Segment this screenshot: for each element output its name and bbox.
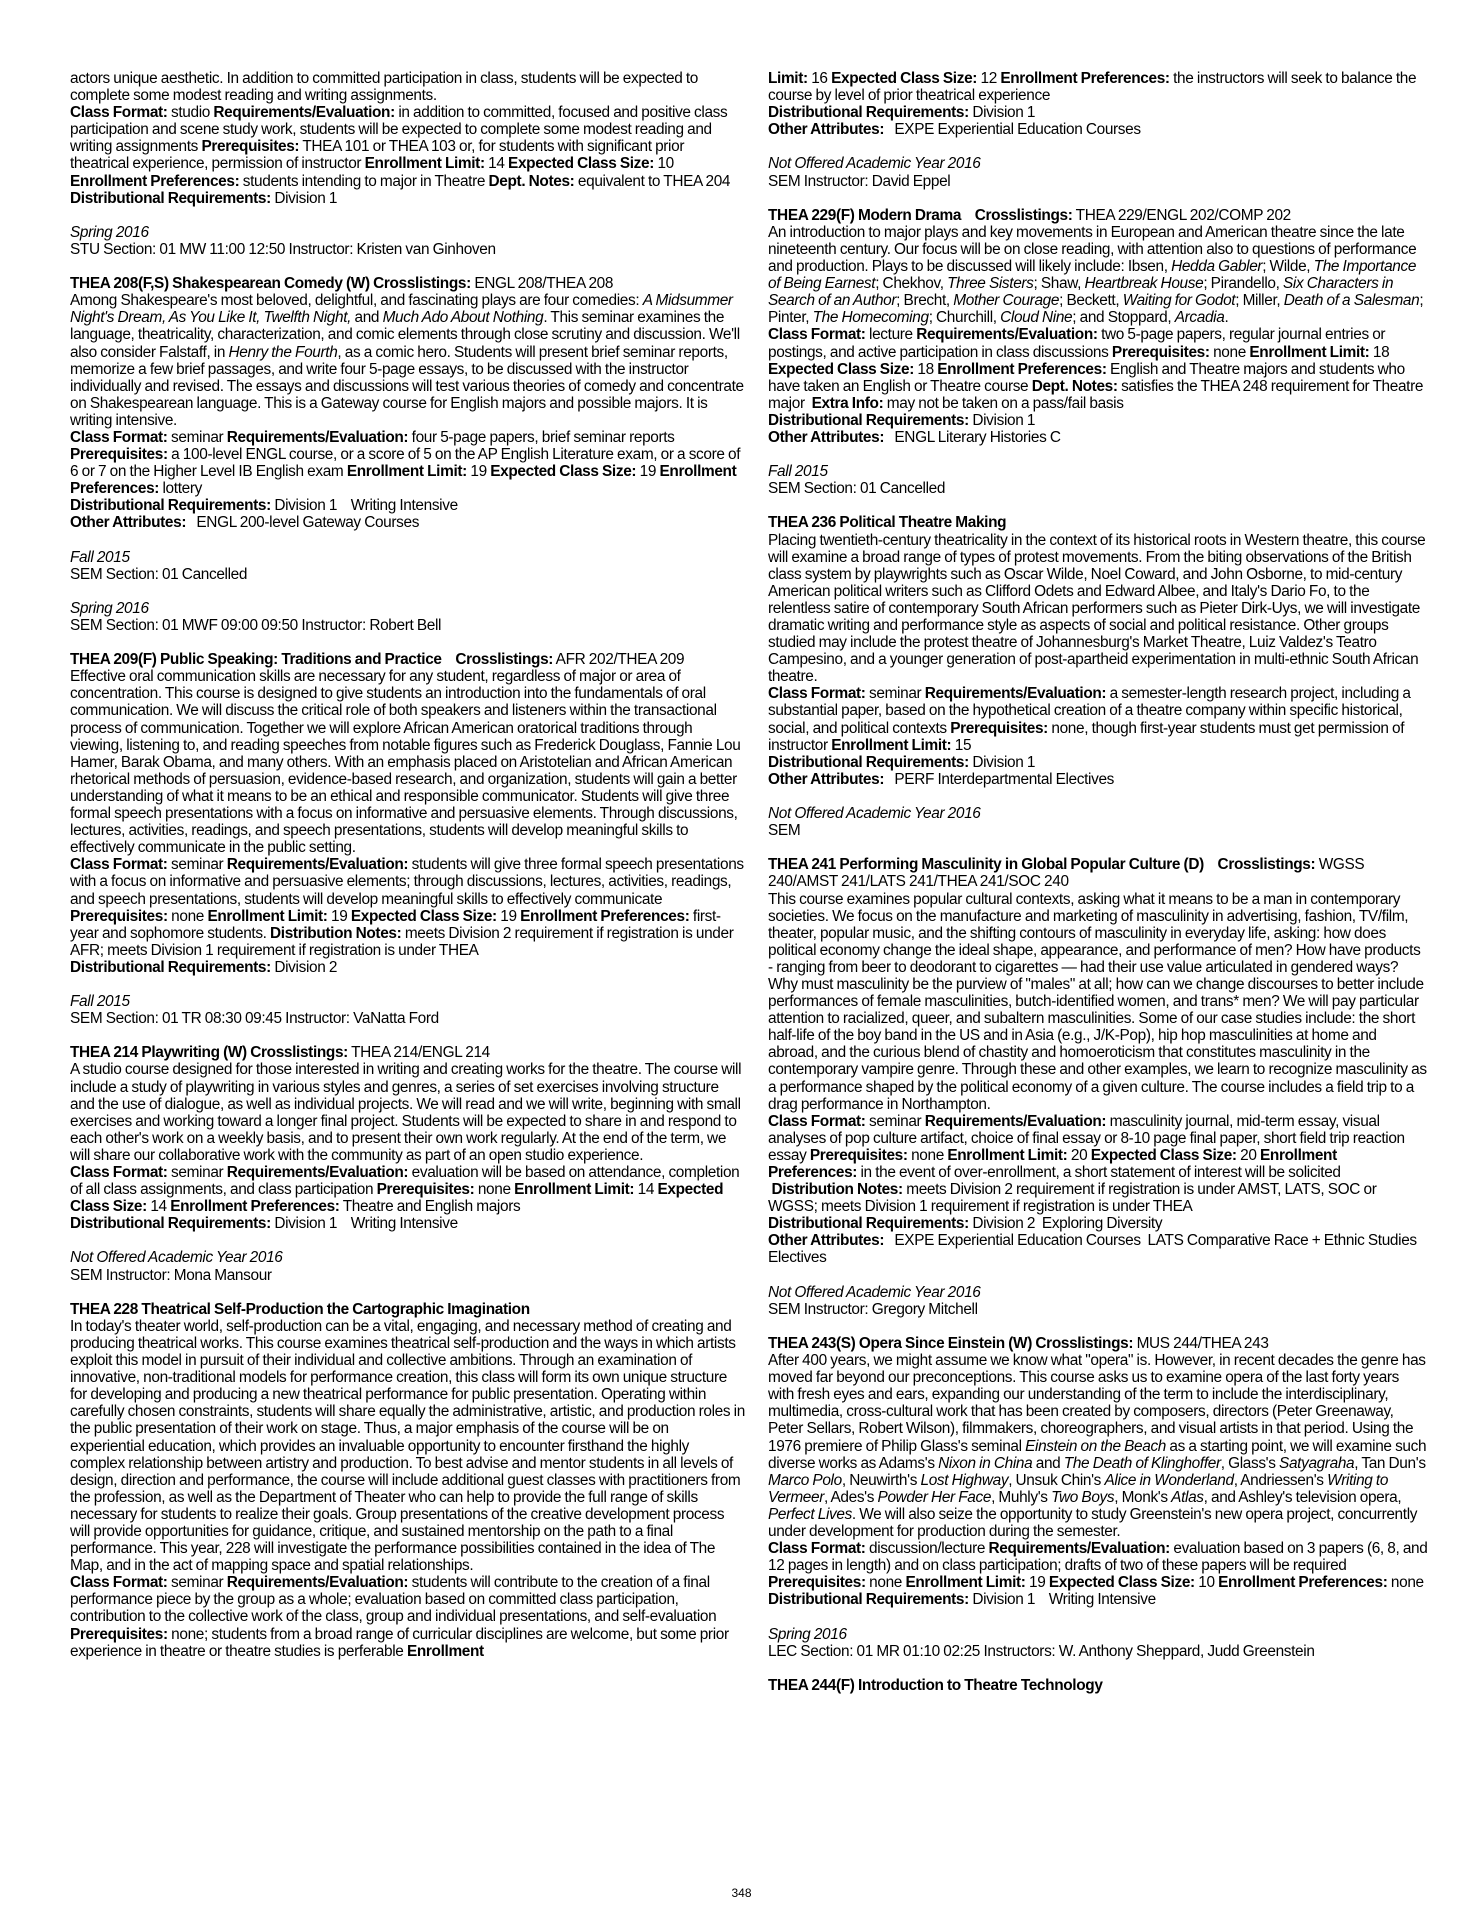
body-text: Among Shakespeare's most beloved, delightful, and fascinating plays are four comedies: A Midsummer Night's Dream, As You Like It, Twelfth Night, and Much Ado About Nothing. This seminar examines the language, theatricality, characterization, and comic elements through close scrutiny and discussion. We'll also consider Falstaff, in Henry the Fourth, as a comic hero. Students will present brief seminar reports, memorize a few brief passages, and write four 5-page essays, to be discussed with the instructor individually and revised. The essays and discussions will test various theories of comedy and concentrate on Shakespearean language. This is a Gateway course for English majors and possible majors. It is writing intensive. <box>70 292 744 429</box>
body-text: STU Section: 01 MW 11:00 12:50 Instructor: Kristen van Ginhoven <box>70 240 496 258</box>
course-details: Limit: 16 Expected Class Size: 12 Enrollment Preferences: the instructors will seek to balance the course by level of prior theatrical experience <box>768 70 1417 105</box>
spacer <box>70 1027 745 1044</box>
course-attributes: Other Attributes: ENGL Literary Histories C <box>768 428 1061 446</box>
spacer <box>768 446 1428 463</box>
spacer <box>768 788 1428 805</box>
body-text: Effective oral communication skills are necessary for any student, regardless of major or area of concentration. This course is designed to give students an introduction into the fundamentals of oral communication. We will discuss the critical role of both speakers and listeners within the transactional process of communication. Together we will explore African American oratorical traditions through viewing, listening to, and reading speeches from notable figures such as Frederick Douglass, Fannie Lou Hamer, Barak Obama, and many others. With an emphasis placed on Aristotelian and African American rhetorical methods of persuasion, evidence-based research, and organization, students will gain a better understanding of what it means to be an ethical and responsible communicator. Students will give three formal speech presentations with a focus on informative and persuasive elements. Through discussions, lectures, activities, readings, and speech presentations, students will develop meaningful skills to effectively communicate in the public setting. <box>70 668 741 857</box>
course-details: Class Format: seminar Requirements/Evaluation: students will give three formal speech presentations with a focus on informative and persuasive elements; through discussions, lectures, activities, readings, and speech presentations, students will develop meaningful skills to effectively communicate Prerequisites: none Enrollment Limit: 19 Expected Class Size: 19 Enrollment Preferences: first-year and sophomore students. Distribution Notes: meets Division 2 requirement if registration is under AFR; meets Division 1 requirement if registration is under THEA <box>70 856 744 959</box>
course-title: THEA 241 Performing Masculinity in Global Popular Culture (D) Crosslistings: WGSS 240/AMST 241/LATS 241/THEA 241/SOC 240 <box>768 856 1365 891</box>
course-attributes: Distributional Requirements: Division 1 Writing Intensive <box>768 1591 1156 1609</box>
body-text: SEM Instructor: David Eppel <box>768 172 951 190</box>
body-text: SEM Instructor: Mona Mansour <box>70 1266 272 1284</box>
course-title: THEA 244(F) Introduction to Theatre Technology <box>768 1676 1103 1694</box>
course-details: Class Format: lecture Requirements/Evaluation: two 5-page papers, regular journal entries or postings, and active participation in class discussions Prerequisites: none Enrollment Limit: 18 Expected Class Size: 18 Enrollment Preferences: English and Theatre majors and students who have taken an English or Theatre course Dept. Notes: satisfies the THEA 248 requirement for Theatre major Extra Info: may not be taken on a pass/fail basis <box>768 326 1424 412</box>
course-attributes: Distributional Requirements: Division 1 Writing Intensive <box>70 1215 458 1233</box>
course-title: THEA 228 Theatrical Self-Production the Cartographic Imagination <box>70 1300 530 1318</box>
course-attributes: Distributional Requirements: Division 1 <box>768 753 1036 771</box>
semester-label: Fall 2015 <box>70 548 130 566</box>
body-text: SEM Section: 01 TR 08:30 09:45 Instructor: VaNatta Ford <box>70 1010 439 1028</box>
course-attributes: Distributional Requirements: Division 1 Writing Intensive <box>70 497 458 515</box>
course-details: Class Format: seminar Requirements/Evaluation: masculinity journal, mid-term essay, visual analyses of pop culture artifact, choice of final essay or 8-10 page final paper, short field trip reaction essay Prerequisites: none Enrollment Limit: 20 Expected Class Size: 20 Enrollment Preferences: in the event of over-enrollment, a short statement of interest will be solicited Distribution Notes: meets Division 2 requirement if registration is under AMST, LATS, SOC or WGSS; meets Division 1 requirement if registration is under THEA <box>768 1112 1405 1216</box>
spacer <box>70 532 745 549</box>
body-text: An introduction to major plays and key movements in European and American theatre since the late nineteenth century. Our focus will be on close reading, with attention also to questions of performance and production. Plays to be discussed will likely include: Ibsen, Hedda Gabler; Wilde, The Importance of Being Earnest; Chekhov, Three Sisters; Shaw, Heartbreak House; Pirandello, Six Characters in Search of an Author; Brecht, Mother Courage; Beckett, Waiting for Godot; Miller, Death of a Salesman; Pinter, The Homecoming; Churchill, Cloud Nine; and Stoppard, Arcadia. <box>768 223 1424 327</box>
course-title: THEA 209(F) Public Speaking: Traditions and Practice Crosslistings: AFR 202/THEA 209 <box>70 651 685 669</box>
spacer <box>768 1608 1428 1625</box>
spacer <box>768 1660 1428 1677</box>
course-title: THEA 236 Political Theatre Making <box>768 514 1007 532</box>
spacer <box>768 138 1428 155</box>
semester-label: Fall 2015 <box>768 463 828 481</box>
body-text: LEC Section: 01 MR 01:10 02:25 Instructors: W. Anthony Sheppard, Judd Greenstein <box>768 1642 1315 1660</box>
body-text: SEM Section: 01 MWF 09:00 09:50 Instructor: Robert Bell <box>70 617 442 634</box>
course-details: Class Format: seminar Requirements/Evaluation: students will contribute to the creation of a final performance piece by the group as a whole; evaluation based on committed class participation, contribution to the collective work of the class, group and individual presentations, and self-evaluation Prerequisites: none; students from a broad range of curricular disciplines are welcome, but some prior experience in theatre or theatre studies is perferable Enrollment <box>70 1574 729 1660</box>
course-attributes: Distributional Requirements: Division 1 <box>768 411 1036 429</box>
right-column <box>768 70 1428 1694</box>
semester-label: Not Offered Academic Year 2016 <box>768 1283 981 1301</box>
spacer <box>70 634 745 651</box>
page-number: 348 <box>731 1886 752 1900</box>
semester-label: Spring 2016 <box>70 223 149 241</box>
body-text: SEM Section: 01 Cancelled <box>768 480 946 498</box>
course-attributes: Distributional Requirements: Division 1 <box>70 189 338 207</box>
spacer <box>70 1232 745 1249</box>
body-text: SEM Section: 01 Cancelled <box>70 565 248 583</box>
spacer <box>70 207 745 224</box>
semester-label: Not Offered Academic Year 2016 <box>768 805 981 823</box>
spacer <box>768 1267 1428 1284</box>
course-attributes: Distributional Requirements: Division 2 Exploring Diversity <box>768 1215 1163 1233</box>
course-attributes: Distributional Requirements: Division 1 <box>768 104 1036 122</box>
semester-label: Not Offered Academic Year 2016 <box>70 1249 283 1267</box>
course-details: Class Format: studio Requirements/Evaluation: in addition to committed, focused and positive class participation and scene study work, students will be expected to complete some modest reading and writing assignments Prerequisites: THEA 101 or THEA 103 or, for students with significant prior theatrical experience, permission of instructor Enrollment Limit: 14 Expected Class Size: 10 Enrollment Preferences: students intending to major in Theatre Dept. Notes: equivalent to THEA 204 <box>70 104 731 190</box>
course-attributes: Other Attributes: ENGL 200-level Gateway Courses <box>70 514 420 532</box>
spacer <box>768 190 1428 207</box>
left-column <box>70 70 745 1660</box>
course-details: Class Format: seminar Requirements/Evaluation: evaluation will be based on attendance, completion of all class assignments, and class participation Prerequisites: none Enrollment Limit: 14 Expected Class Size: 14 Enrollment Preferences: Theatre and English majors <box>70 1164 740 1216</box>
spacer <box>70 258 745 275</box>
course-details: Class Format: seminar Requirements/Evaluation: a semester-length research project, including a substantial paper, based on the hypothetical creation of a theatre company within specific historical, social, and political contexts Prerequisites: none, though first-year students must get permission of instructor Enrollment Limit: 15 <box>768 685 1411 754</box>
course-attributes: Other Attributes: PERF Interdepartmental Electives <box>768 770 1115 788</box>
body-text: After 400 years, we might assume we know what "opera" is. However, in recent decades the genre has moved far beyond our preconceptions. This course asks us to examine opera of the last forty years with fresh eyes and ears, expanding our understanding of the term to include the interdisciplinary, multimedia, cross-cultural work that has been created by composers, directors (Peter Greenaway, Peter Sellars, Robert Wilson), filmmakers, choreographers, and visual artists in that period. Using the 1976 premiere of Philip Glass's seminal Einstein on the Beach as a starting point, we will examine such diverse works as Adams's Nixon in China and The Death of Klinghoffer, Glass's Satyagraha, Tan Dun's Marco Polo, Neuwirth's Lost Highway, Unsuk Chin's Alice in Wonderland, Andriessen's Writing to Vermeer, Ades's Powder Her Face, Muhly's Two Boys, Monk's Atlas, and Ashley's television opera, Perfect Lives. We will also seize the opportunity to study Greenstein's new opera project, concurrently under development for production during the semester. <box>768 1352 1427 1540</box>
course-attributes: Other Attributes: EXPE Experiential Education Courses <box>768 121 1141 139</box>
semester-label: Spring 2016 <box>768 1625 847 1643</box>
body-text: A studio course designed for those interested in writing and creating works for the theatre. The course will include a study of playwriting in various styles and genres, a series of set exercises involving structure and the use of dialogue, as well as individual projects. We will read and we will write, beginning with small exercises and working toward a longer final project. Students will be expected to share in and respond to each other's work on a weekly basis, and to present their own work regularly. At the end of the term, we will share our collaborative work with the community as part of an open studio experience. <box>70 1061 742 1164</box>
course-title: THEA 243(S) Opera Since Einstein (W) Crosslistings: MUS 244/THEA 243 <box>768 1334 1269 1352</box>
course-title: THEA 208(F,S) Shakespearean Comedy (W) Crosslistings: ENGL 208/THEA 208 <box>70 275 614 293</box>
semester-label: Not Offered Academic Year 2016 <box>768 155 981 173</box>
spacer <box>70 583 745 600</box>
body-text: In today's theater world, self-production can be a vital, engaging, and necessary method of creating and producing theatrical works. This course examines theatrical self-production and the ways in which artists exploit this model in pursuit of their individual and collective ambitions. Through an examination of innovative, non-traditional models for performance creation, this class will form its own unique structure for developing and producing a new theatrical performance for public presentation. Operating within carefully chosen constraints, students will share equally the administrative, artistic, and production roles in the public presentation of their work on stage. Thus, a major emphasis of the course will be on experiential education, which provides an invaluable opportunity to encounter firsthand the highly complex relationship between artistry and production. To best advise and mentor students in all levels of design, direction and performance, the course will include additional guest classes with practitioners from the profession, as well as the Department of Theater who can help to provide the full range of skills necessary for students to realize their goals. Group presentations of the creative development process will provide opportunities for guidance, critique, and sustained mentorship on the path to a final performance. This year, 228 will investigate the performance possibilities contained in the idea of The Map, and in the act of mapping space and spatial relationships. <box>70 1317 745 1575</box>
body-text: SEM Instructor: Gregory Mitchell <box>768 1300 978 1318</box>
body-text: Placing twentieth-century theatricality in the context of its historical roots in Western theatre, this course will examine a broad range of types of protest movements. From the biting observations of the British class system by playwrights such as Oscar Wilde, Noel Coward, and John Osborne, to mid-century American political writers such as Clifford Odets and Edward Albee, and Italy's Dario Fo, to the relentless satire of contemporary South African performers such as Pieter Dirk-Uys, we will investigate dramatic writing and performance style as aspects of social and political resistance. Other groups studied may include the protest theatre of Johannesburg's Market Theatre, Luiz Valdez's Teatro Campesino, and a younger generation of post-apartheid experimentation in multi-ethnic South African theatre. <box>768 531 1426 686</box>
course-attributes: Other Attributes: EXPE Experiential Education Courses LATS Comparative Race + Ethnic Studies Electives <box>768 1232 1417 1267</box>
spacer <box>70 1284 745 1301</box>
semester-label: Fall 2015 <box>70 993 130 1011</box>
body-text: actors unique aesthetic. In addition to committed participation in class, students will be expected to complete some modest reading and writing assignments. <box>70 70 699 105</box>
spacer <box>768 839 1428 856</box>
course-title: THEA 229(F) Modern Drama Crosslistings: THEA 229/ENGL 202/COMP 202 <box>768 206 1291 224</box>
course-title: THEA 214 Playwriting (W) Crosslistings: THEA 214/ENGL 214 <box>70 1044 490 1062</box>
course-attributes: Distributional Requirements: Division 2 <box>70 958 338 976</box>
semester-label: Spring 2016 <box>70 599 149 617</box>
course-details: Class Format: seminar Requirements/Evaluation: four 5-page papers, brief seminar reports Prerequisites: a 100-level ENGL course, or a score of 5 on the AP English Literature exam, or a score of 6 or 7 on the Higher Level IB English exam Enrollment Limit: 19 Expected Class Size: 19 Enrollment Preferences: lottery <box>70 428 741 498</box>
body-text: SEM <box>768 822 801 840</box>
spacer <box>768 1318 1428 1335</box>
spacer <box>70 976 745 993</box>
body-text: This course examines popular cultural contexts, asking what it means to be a man in contemporary societies. We focus on the manufacture and marketing of masculinity in advertising, fashion, TV/film, theater, popular music, and the shifting contours of masculinity in everyday life, asking: how does political economy change the ideal shape, appearance, and performance of men? How have products - ranging from beer to deodorant to cigarettes — had their use value articulated in gendered ways? Why must masculinity be the purview of "males" at all; how can we change discourses to better include performances of female masculinities, butch-identified women, and trans* men? We will pay particular attention to racialized, queer, and subaltern masculinities. Some of our case studies include: the short half-life of the boy band in the US and in Asia (e.g., J/K-Pop), hip hop masculinities at home and abroad, and the curious blend of chastity and homoeroticism that constitutes masculinity in the contemporary vampire genre. Through these and other examples, we learn to recognize masculinity as a performance shaped by the political economy of a given culture. The course includes a field trip to a drag performance in Northampton. <box>768 890 1427 1113</box>
course-details: Class Format: discussion/lecture Requirements/Evaluation: evaluation based on 3 papers (6, 8, and 12 pages in length) and on class participation; drafts of two of these papers will be required Prerequisites: none Enrollment Limit: 19 Expected Class Size: 10 Enrollment Preferences: none <box>768 1540 1428 1592</box>
spacer <box>768 497 1428 514</box>
